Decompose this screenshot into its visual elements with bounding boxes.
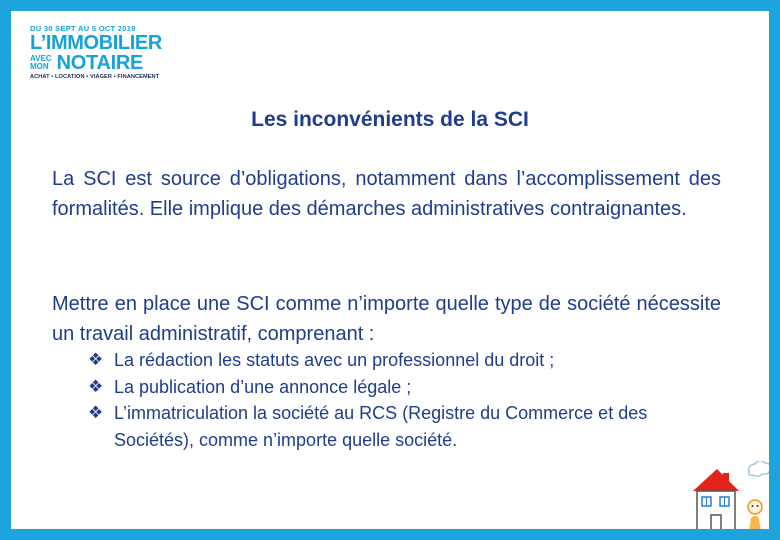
slide-title: Les inconvénients de la SCI bbox=[251, 108, 529, 131]
logo-line1: L’IMMOBILIER bbox=[30, 32, 162, 54]
paragraph-obligations: La SCI est source d’obligations, notamment dans l’accomplissement des formalités. Elle implique des démarches administratives contraignantes. bbox=[52, 168, 721, 220]
bullet-list bbox=[88, 347, 722, 453]
list-item bbox=[88, 400, 722, 453]
logo-row2 bbox=[30, 53, 170, 73]
event-logo bbox=[30, 24, 170, 81]
diamond-bullet-icon: ❖ bbox=[88, 403, 104, 422]
house-drawing-icon bbox=[671, 461, 776, 540]
logo-date: DU 30 SEPT AU 5 OCT 2019 bbox=[30, 24, 136, 33]
list-item bbox=[88, 347, 722, 374]
list-item bbox=[88, 374, 722, 401]
list-item-text: La rédaction les statuts avec un professionnel du droit ; bbox=[114, 350, 555, 370]
logo-avec: AVEC bbox=[30, 54, 52, 63]
diamond-bullet-icon: ❖ bbox=[88, 376, 104, 396]
paragraph-administratif: Mettre en place une SCI comme n’importe quelle type de société nécessite un travail administratif, comprenant : bbox=[52, 293, 721, 345]
list-item-text: L’immatriculation la société au RCS (Registre du Commerce et des Sociétés), comme n’importe quelle société. bbox=[114, 403, 648, 450]
list-item-text: La publication d’une annonce légale ; bbox=[114, 376, 412, 397]
logo-notaire: NOTAIRE bbox=[56, 52, 144, 74]
logo-tagline: ACHAT • LOCATION • VIAGER • FINANCEMENT bbox=[30, 74, 160, 80]
logo-mon: MON bbox=[30, 62, 49, 71]
diamond-bullet-icon: ❖ bbox=[88, 350, 104, 369]
logo-avec-mon bbox=[30, 55, 55, 71]
